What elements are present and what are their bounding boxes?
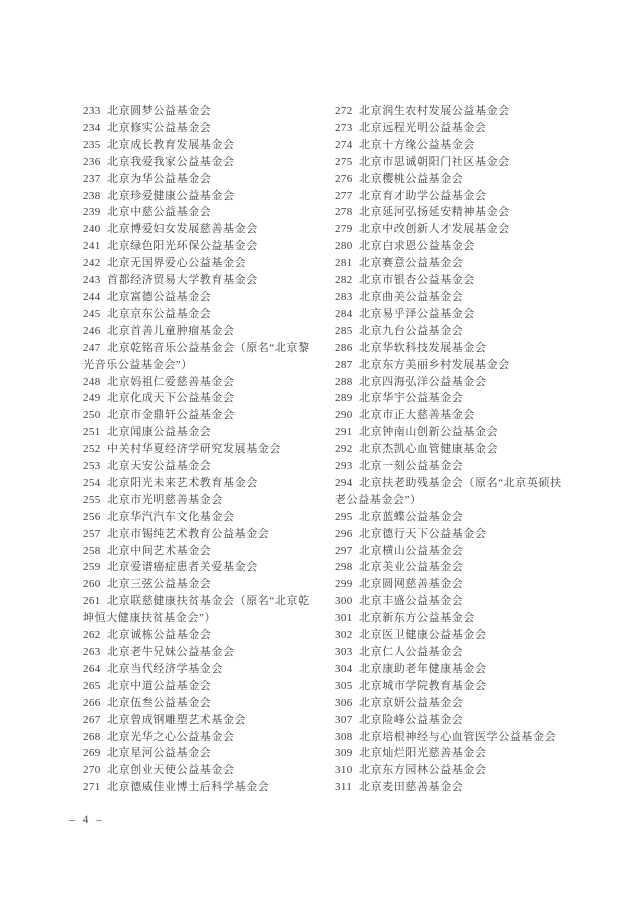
entry-number: 242 [83,257,101,270]
entry-name: 北京培根神经与心血管医学公益基金会 [359,730,557,743]
entry-number: 279 [335,223,353,236]
entry-number: 302 [335,629,353,642]
entry-number: 280 [335,240,353,253]
entry-number: 271 [83,781,101,794]
list-entry [335,357,573,374]
entry-number: 293 [335,460,353,473]
list-entry [335,323,573,340]
list-entry [83,475,321,492]
list-entry [83,762,321,779]
entry-number: 298 [335,561,353,574]
entry-name: 北京灿烂阳光慈善基金会 [359,747,487,760]
entry-number: 301 [335,612,353,625]
list-entry [335,593,573,610]
entry-number: 260 [83,578,101,591]
list-entry [335,712,573,729]
list-entry [83,424,321,441]
entry-name: 北京华软科技发展基金会 [359,341,487,354]
list-entry [335,695,573,712]
list-entry [83,120,321,137]
entry-number: 308 [335,730,353,743]
list-entry [83,779,321,796]
foundation-list-right-column [335,103,573,796]
entry-number: 288 [335,375,353,388]
list-entry [335,340,573,357]
entry-name: 北京扶老助残基金会（原名“北京英硕扶老公益基金会”） [335,476,562,506]
list-entry [83,340,321,374]
list-entry [335,543,573,560]
entry-number: 303 [335,646,353,658]
entry-name: 北京市银杏公益基金会 [359,274,475,287]
list-entry [83,559,321,576]
list-entry [83,306,321,323]
entry-number: 290 [335,409,353,422]
entry-number: 275 [335,155,353,168]
list-entry [83,188,321,205]
entry-name: 北京伍叁公益基金会 [107,696,212,709]
list-entry [83,593,321,627]
entry-name: 北京阳光未来艺术教育基金会 [107,476,258,489]
list-entry [335,559,573,576]
list-entry [83,678,321,695]
entry-number: 278 [335,206,353,219]
entry-name: 北京横山公益基金会 [359,544,464,557]
entry-number: 253 [83,460,101,473]
entry-name: 北京育才助学公益基金会 [359,189,487,202]
entry-number: 265 [83,679,101,692]
entry-number: 246 [83,324,101,337]
list-entry [335,171,573,188]
entry-name: 北京珍爱健康公益基金会 [107,189,235,202]
entry-number: 292 [335,443,353,456]
entry-name: 北京华汽汽车文化基金会 [107,510,235,523]
entry-number: 259 [83,561,101,574]
entry-name: 北京麦田慈善基金会 [359,781,464,794]
entry-number: 309 [335,747,353,760]
entry-name: 北京联慈健康扶贫基金会（原名“北京乾坤恒大健康扶贫基金会”） [83,595,310,625]
entry-number: 283 [335,290,353,303]
entry-number: 262 [83,629,101,642]
entry-number: 257 [83,527,101,540]
entry-name: 北京绿色阳光环保公益基金会 [107,240,258,253]
entry-name: 北京无国界爱心公益基金会 [107,257,247,270]
entry-number: 268 [83,730,101,743]
entry-name: 北京中改创新人才发展基金会 [359,223,510,236]
entry-number: 267 [83,713,101,726]
entry-name: 北京美业公益基金会 [359,561,464,574]
list-entry [83,441,321,458]
entry-name: 北京德行天下公益基金会 [359,527,487,540]
entry-number: 243 [83,274,101,287]
list-entry [335,255,573,272]
entry-name: 北京城市学院教育基金会 [359,679,487,692]
list-entry [83,576,321,593]
entry-name: 北京中慈公益基金会 [107,206,212,219]
list-entry [335,762,573,779]
list-entry [335,390,573,407]
entry-name: 北京市锡纯艺术教育公益基金会 [107,527,270,540]
entry-name: 北京光华之心公益基金会 [107,730,235,743]
entry-number: 287 [335,358,353,371]
entry-name: 北京市正大慈善基金会 [359,409,475,422]
entry-name: 北京为华公益基金会 [107,172,212,185]
entry-number: 270 [83,764,101,777]
entry-number: 291 [335,426,353,439]
entry-number: 261 [83,595,101,608]
entry-number: 305 [335,679,353,692]
entry-number: 244 [83,290,101,303]
entry-number: 263 [83,646,101,658]
list-entry [83,729,321,746]
list-entry [335,407,573,424]
entry-number: 310 [335,764,353,777]
entry-number: 241 [83,240,101,253]
entry-number: 238 [83,189,101,202]
entry-name: 北京京妍公益基金会 [359,696,464,709]
entry-name: 北京化成天下公益基金会 [107,392,235,405]
list-entry [83,171,321,188]
list-entry [83,644,321,661]
entry-name: 北京远程光明公益基金会 [359,121,487,134]
foundation-list-left-column [83,103,321,796]
entry-number: 245 [83,307,101,320]
entry-name: 北京新东方公益基金会 [359,612,475,625]
entry-name: 北京老牛兄妹公益基金会 [107,646,235,658]
list-entry [83,509,321,526]
entry-number: 282 [335,274,353,287]
entry-name: 北京修实公益基金会 [107,121,212,134]
entry-name: 北京杰凯心血管健康基金会 [359,443,499,456]
entry-number: 274 [335,138,353,151]
entry-number: 258 [83,544,101,557]
list-entry [335,509,573,526]
entry-number: 286 [335,341,353,354]
entry-name: 北京德威佳业博士后科学基金会 [107,781,270,794]
entry-name: 北京险峰公益基金会 [359,713,464,726]
entry-name: 北京三弦公益基金会 [107,578,212,591]
entry-name: 北京京东公益基金会 [107,307,212,320]
entry-number: 295 [335,510,353,523]
list-entry [83,526,321,543]
entry-name: 北京市思诚朝阳门社区基金会 [359,155,510,168]
entry-number: 256 [83,510,101,523]
entry-number: 247 [83,341,101,354]
entry-name: 中关村华夏经济学研究发展基金会 [107,443,281,456]
list-entry [335,610,573,627]
entry-name: 北京星河公益基金会 [107,747,212,760]
list-entry [83,255,321,272]
entry-name: 北京首善儿童肿瘤基金会 [107,324,235,337]
list-entry [83,289,321,306]
entry-name: 北京赛意公益基金会 [359,257,464,270]
entry-number: 300 [335,595,353,608]
entry-name: 北京蓝蝶公益基金会 [359,510,464,523]
entry-number: 239 [83,206,101,219]
list-entry [335,188,573,205]
list-entry [83,661,321,678]
entry-number: 289 [335,392,353,405]
list-entry [83,103,321,120]
entry-number: 294 [335,476,353,489]
list-entry [83,543,321,560]
entry-name: 北京爱谱癌症患者关爱基金会 [107,561,258,574]
entry-name: 北京钟南山创新公益基金会 [359,426,499,439]
entry-name: 北京乾铭音乐公益基金会（原名“北京黎光音乐公益基金会”） [83,341,310,371]
list-entry [335,729,573,746]
entry-name: 北京曲美公益基金会 [359,290,464,303]
entry-name: 北京康助老年健康基金会 [359,662,487,675]
entry-name: 北京闻康公益基金会 [107,426,212,439]
list-entry [83,272,321,289]
entry-name: 北京仁人公益基金会 [359,646,464,658]
list-entry [83,712,321,729]
entry-name: 首都经济贸易大学教育基金会 [107,274,258,287]
entry-number: 276 [335,172,353,185]
entry-number: 236 [83,155,101,168]
list-entry [335,424,573,441]
list-entry [335,137,573,154]
entry-name: 北京成长教育发展基金会 [107,138,235,151]
entry-name: 北京东方美丽乡村发展基金会 [359,358,510,371]
entry-number: 255 [83,493,101,506]
entry-name: 北京白求恩公益基金会 [359,240,475,253]
entry-name: 北京东方园林公益基金会 [359,764,487,777]
list-entry [335,120,573,137]
list-entry [83,323,321,340]
entry-number: 248 [83,375,101,388]
entry-name: 北京丰盛公益基金会 [359,595,464,608]
entry-number: 251 [83,426,101,439]
list-entry [335,221,573,238]
entry-name: 北京富德公益基金会 [107,290,212,303]
entry-number: 240 [83,223,101,236]
entry-number: 269 [83,747,101,760]
list-entry [83,492,321,509]
list-entry [335,458,573,475]
entry-number: 304 [335,662,353,675]
list-entry [335,475,573,509]
entry-name: 北京妈祖仁爱慈善基金会 [107,375,235,388]
list-entry [83,204,321,221]
list-entry [83,137,321,154]
entry-number: 307 [335,713,353,726]
entry-number: 234 [83,121,101,134]
entry-number: 233 [83,105,101,117]
list-entry [83,695,321,712]
entry-name: 北京我爱我家公益基金会 [107,155,235,168]
entry-name: 北京润生农村发展公益基金会 [359,105,510,117]
entry-name: 北京市金鼎轩公益基金会 [107,409,235,422]
entry-number: 285 [335,324,353,337]
list-entry [335,526,573,543]
list-entry [335,644,573,661]
list-entry [335,661,573,678]
list-entry [83,374,321,391]
entry-name: 北京圆梦公益基金会 [107,105,212,117]
list-entry [83,627,321,644]
entry-name: 北京易乎泽公益基金会 [359,307,475,320]
list-entry [335,374,573,391]
entry-name: 北京诚栋公益基金会 [107,629,212,642]
entry-number: 306 [335,696,353,709]
entry-number: 299 [335,578,353,591]
entry-number: 266 [83,696,101,709]
entry-name: 北京中道公益基金会 [107,679,212,692]
entry-number: 296 [335,527,353,540]
entry-number: 281 [335,257,353,270]
list-entry [335,306,573,323]
entry-name: 北京当代经济学基金会 [107,662,223,675]
entry-name: 北京九台公益基金会 [359,324,464,337]
entry-number: 235 [83,138,101,151]
entry-number: 277 [335,189,353,202]
entry-name: 北京天安公益基金会 [107,460,212,473]
list-entry [83,745,321,762]
entry-number: 254 [83,476,101,489]
entry-name: 北京博爱妇女发展慈善基金会 [107,223,258,236]
entry-number: 250 [83,409,101,422]
entry-name: 北京十方缘公益基金会 [359,138,475,151]
entry-number: 264 [83,662,101,675]
entry-number: 252 [83,443,101,456]
page-number: – 4 – [69,814,105,826]
list-entry [335,289,573,306]
entry-number: 297 [335,544,353,557]
entry-name: 北京华宇公益基金会 [359,392,464,405]
entry-name: 北京四海弘洋公益基金会 [359,375,487,388]
list-entry [335,678,573,695]
list-entry [83,390,321,407]
list-entry [83,221,321,238]
entry-name: 北京延河弘扬延安精神基金会 [359,206,510,219]
entry-name: 北京圆网慈善基金会 [359,578,464,591]
entry-name: 北京创业天使公益基金会 [107,764,235,777]
entry-name: 北京樱桃公益基金会 [359,172,464,185]
entry-name: 北京市光明慈善基金会 [107,493,223,506]
list-entry [83,458,321,475]
entry-name: 北京医卫健康公益基金会 [359,629,487,642]
list-entry [335,204,573,221]
list-entry [335,779,573,796]
entry-number: 249 [83,392,101,405]
entry-name: 北京曾成钢雕塑艺术基金会 [107,713,247,726]
list-entry [335,154,573,171]
list-entry [83,154,321,171]
entry-number: 237 [83,172,101,185]
list-entry [335,441,573,458]
entry-number: 311 [335,781,353,794]
entry-number: 284 [335,307,353,320]
list-entry [335,745,573,762]
list-entry [335,103,573,120]
entry-name: 北京一刻公益基金会 [359,460,464,473]
entry-number: 272 [335,105,353,117]
list-entry [335,238,573,255]
entry-name: 北京中间艺术基金会 [107,544,212,557]
list-entry [335,576,573,593]
list-entry [83,407,321,424]
list-entry [83,238,321,255]
list-entry [335,272,573,289]
entry-number: 273 [335,121,353,134]
list-entry [335,627,573,644]
